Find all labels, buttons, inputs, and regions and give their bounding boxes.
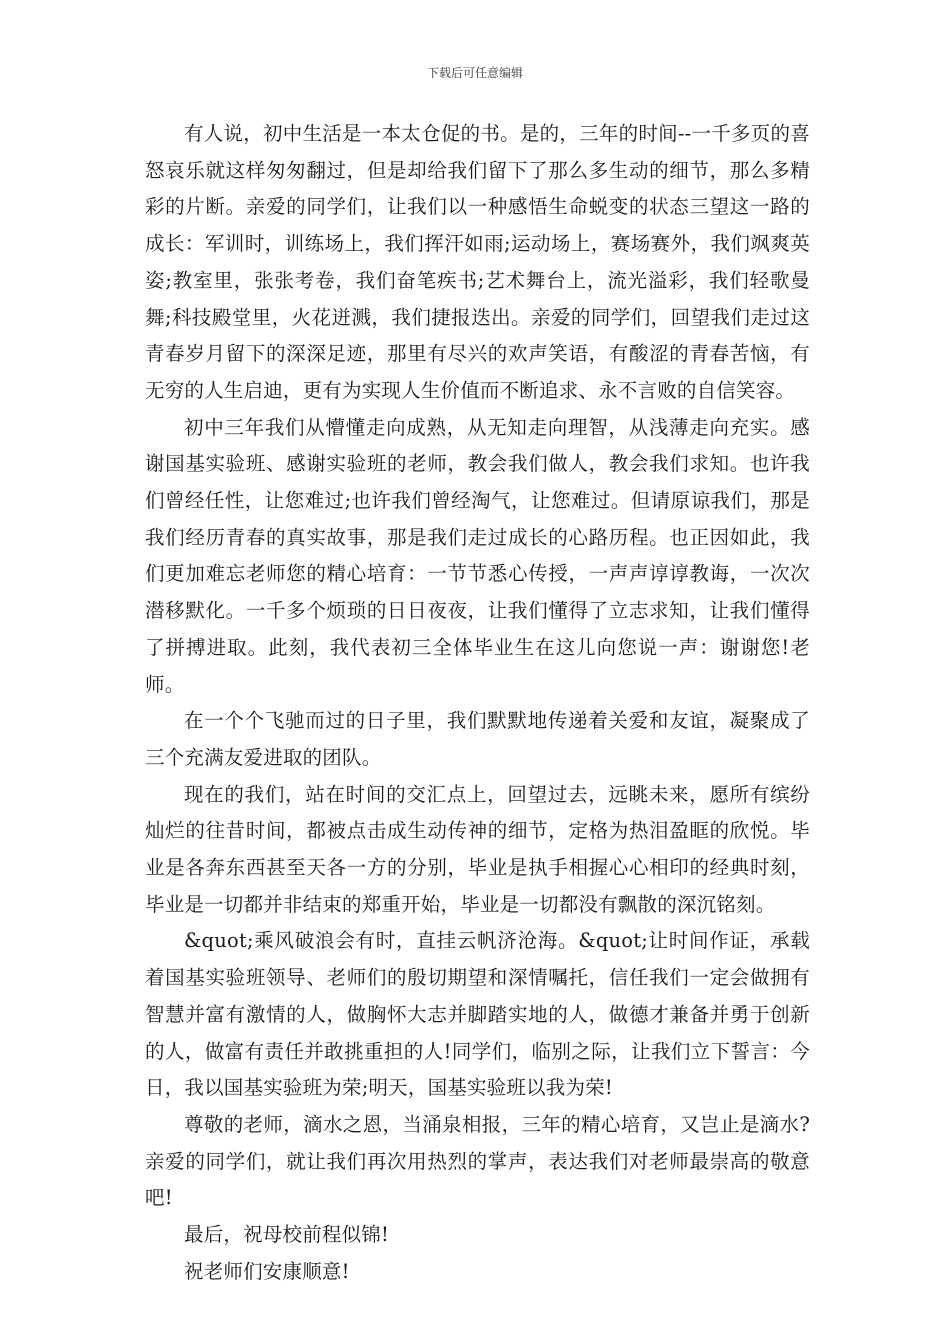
paragraph-1: 有人说，初中生活是一本太仓促的书。是的，三年的时间--一千多页的喜怒哀乐就这样匆匆翻过，但是却给我们留下了那么多生动的细节，那么多精彩的片断。亲爱的同学们，让我们以一种感悟生命蜕变的状态三望这一路的成长：军训时，训练场上，我们挥汗如雨;运动场上，赛场赛外，我们飒爽英姿;教室里，张张考卷，我们奋笔疾书;艺术舞台上，流光溢彩，我们轻歌曼舞;科技殿堂里，火花迸溅，我们捷报迭出。亲爱的同学们，回望我们走过这青春岁月留下的深深足迹，那里有尽兴的欢声笑语，有酸涩的青春苦恼，有无穷的人生启迪，更有为实现人生价值而不断追求、永不言败的自信笑容。 [145,122,810,402]
paragraph-5: &quot;乘风破浪会有时，直挂云帆济沧海。&quot;让时间作证，承载着国基实验班领导、老师们的殷切期望和深情嘱托，信任我们一定会做拥有智慧并富有激情的人，做胸怀大志并脚踏实地的人，做德才兼备并勇于创新的人，做富有责任并敢挑重担的人!同学们，临别之际，让我们立下誓言：今日，我以国基实验班为荣;明天，国基实验班以我为荣! [145,929,810,1100]
paragraph-2: 初中三年我们从懵懂走向成熟，从无知走向理智，从浅薄走向充实。感谢国基实验班、感谢实验班的老师，教会我们做人，教会我们求知。也许我们曾经任性，让您难过;也许我们曾经淘气，让您难过。但请原谅我们，那是我们经历青春的真实故事，那是我们走过成长的心路历程。也正因如此，我们更加难忘老师您的精心培育：一节节悉心传授，一声声谆谆教诲，一次次潜移默化。一千多个烦琐的日日夜夜，让我们懂得了立志求知，让我们懂得了拼搏进取。此刻，我代表初三全体毕业生在这儿向您说一声：谢谢您!老师。 [145,415,810,696]
paragraph-8: 祝老师们安康顺意! [184,1259,350,1283]
paragraph-6: 尊敬的老师，滴水之恩，当涌泉相报，三年的精心培育，又岂止是滴水?亲爱的同学们，就让我们再次用热烈的掌声，表达我们对老师最崇高的敬意吧! [145,1112,810,1210]
paragraph-4: 现在的我们，站在时间的交汇点上，回望过去，远眺未来，愿所有缤纷灿烂的往昔时间，都被点击成生动传神的细节，定格为热泪盈眶的欣悦。毕业是各奔东西甚至天各一方的分别，毕业是执手相握心心相印的经典时刻，毕业是一切都并非结束的郑重开始，毕业是一切都没有飘散的深沉铭刻。 [145,782,810,916]
document-body [145,116,810,1291]
paragraph-3: 在一个个飞驰而过的日子里，我们默默地传递着关爱和友谊，凝聚成了三个充满友爱进取的团队。 [145,709,810,769]
page-header-note: 下载后可任意编辑 [426,66,523,80]
paragraph-7: 最后，祝母校前程似锦! [184,1223,390,1247]
